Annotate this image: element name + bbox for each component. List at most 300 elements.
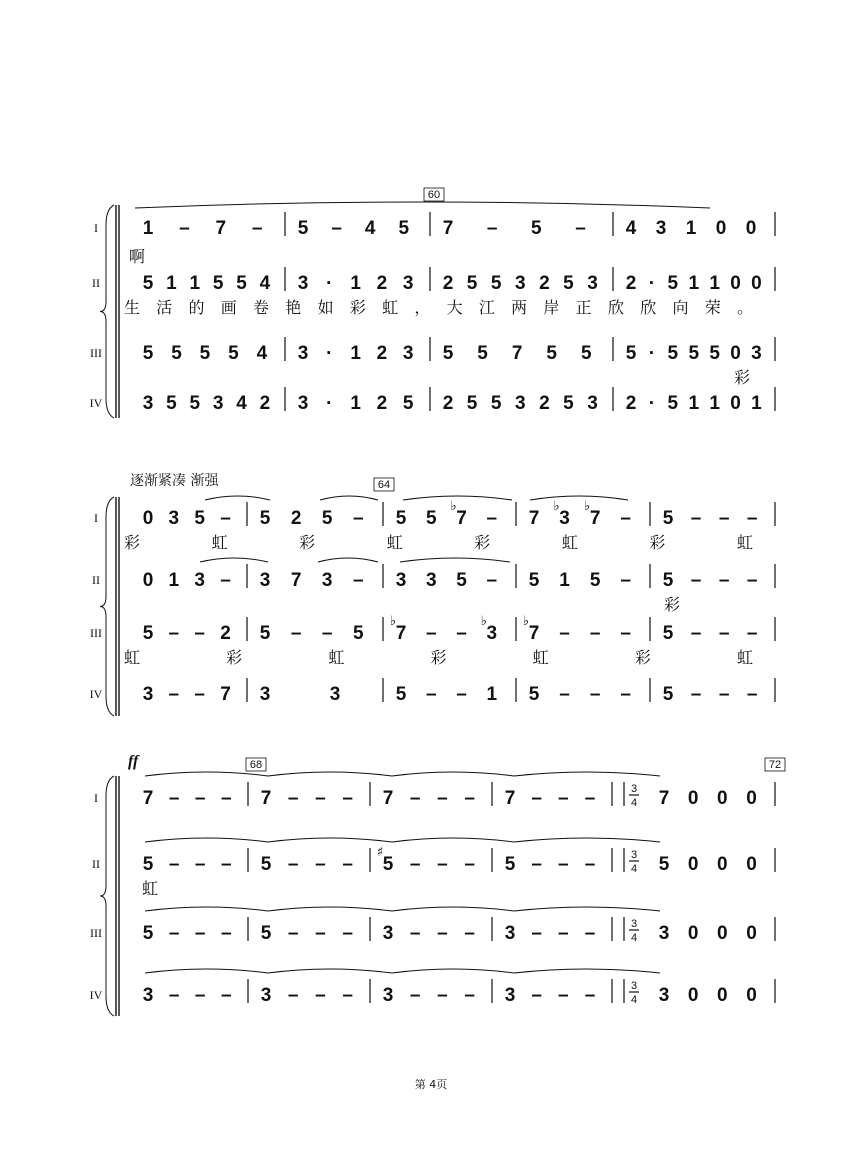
tie-arc [268, 772, 392, 776]
note: · [326, 393, 333, 414]
dash-note: – [353, 508, 364, 529]
part-label: IV [89, 396, 103, 410]
note: 5 [212, 273, 224, 294]
dash-note: – [194, 985, 206, 1006]
dash-note: – [168, 854, 180, 875]
lyric-syllable: 生 [123, 298, 141, 317]
dash-note: – [531, 985, 542, 1006]
lyric-syllable: 虹 [386, 533, 403, 552]
dash-note: – [342, 923, 353, 944]
note: 5 [563, 273, 574, 294]
dash-note: – [718, 684, 730, 705]
lyric-syllable: 的 [188, 298, 205, 317]
dash-note: – [221, 985, 232, 1006]
note: 5 [504, 854, 516, 875]
note: 5 [171, 343, 182, 364]
part-label: I [94, 511, 98, 525]
note: 3 [655, 218, 667, 239]
note: 3 [402, 343, 414, 364]
dash-note: – [321, 623, 333, 644]
dash-note: – [558, 923, 569, 944]
note: 7 [528, 508, 540, 529]
lyric-syllable: ， [414, 298, 431, 317]
page-footer: 第 4页 [414, 1078, 448, 1091]
note: 1 [751, 393, 762, 414]
note: 5 [662, 570, 674, 591]
note: 5 [667, 343, 679, 364]
time-signature-top: 3 [630, 849, 638, 861]
note: 5 [546, 343, 557, 364]
note: 4 [259, 273, 271, 294]
note: 0 [746, 923, 757, 944]
note: 2 [290, 508, 302, 529]
tie-arc [135, 202, 710, 208]
dash-note: – [746, 570, 758, 591]
note: 5 [199, 343, 211, 364]
tie-arc [392, 907, 514, 911]
dash-note: – [746, 684, 758, 705]
lyric-syllable: 彩 [299, 533, 316, 552]
note: 0 [730, 393, 741, 414]
note: 0 [687, 923, 699, 944]
note: 3 [587, 273, 598, 294]
note: 5 [259, 623, 271, 644]
lyric-syllable: 向 [672, 298, 689, 317]
note: 5 [189, 393, 201, 414]
note: 7 [658, 788, 670, 809]
note: 3 [559, 508, 570, 529]
dash-note: – [220, 570, 231, 591]
tie-arc [514, 838, 660, 842]
note: 4 [256, 343, 268, 364]
dash-note: – [464, 985, 475, 1006]
note: 5 [398, 218, 410, 239]
lyric-syllable: 岸 [543, 298, 560, 317]
slur-arc [530, 496, 628, 500]
lyric-syllable: 虹 [211, 533, 228, 552]
lyric-syllable: 荣 [704, 298, 721, 317]
dash-note: – [194, 788, 206, 809]
note: 7 [395, 623, 407, 644]
note: 5 [658, 854, 670, 875]
measure-number: 64 [377, 479, 391, 491]
note: 1 [709, 393, 720, 414]
note: 1 [350, 393, 361, 414]
dash-note: – [690, 623, 702, 644]
tie-arc [392, 772, 514, 776]
dash-note: – [437, 923, 448, 944]
dash-note: – [194, 923, 206, 944]
lyric-syllable: 彩 [123, 533, 141, 552]
note: 5 [395, 684, 407, 705]
dash-note: – [620, 684, 631, 705]
note: 7 [589, 508, 601, 529]
note: 5 [166, 393, 177, 414]
note: 1 [142, 218, 154, 239]
dash-note: – [464, 923, 475, 944]
tie-arc [268, 838, 392, 842]
lyric-syllable: 。 [736, 298, 754, 317]
dash-note: – [531, 854, 542, 875]
dash-note: – [425, 623, 437, 644]
note: 5 [228, 343, 239, 364]
note: 3 [382, 923, 394, 944]
lyric-syllable: 欣 [640, 298, 657, 317]
note: 3 [658, 923, 670, 944]
lyric-syllable: 两 [511, 298, 528, 317]
note: 2 [625, 393, 637, 414]
note: 4 [236, 393, 247, 414]
tie-arc [145, 907, 268, 911]
dash-note: – [342, 985, 353, 1006]
time-signature-bottom: 4 [630, 932, 638, 944]
dash-note: – [287, 854, 299, 875]
note: 5 [142, 923, 154, 944]
note: 7 [442, 218, 454, 239]
note: 3 [212, 393, 224, 414]
dash-note: – [409, 985, 421, 1006]
note: 5 [442, 343, 454, 364]
note: 2 [539, 273, 550, 294]
lyric-syllable: 江 [478, 298, 495, 317]
note: 5 [662, 508, 674, 529]
note: 5 [662, 623, 674, 644]
note: 5 [528, 684, 540, 705]
note: 1 [350, 343, 361, 364]
lyric-syllable: 正 [575, 298, 592, 317]
dash-note: – [620, 570, 631, 591]
dash-note: – [220, 508, 231, 529]
lyric-syllable: 彩 [663, 595, 681, 614]
system-brace [100, 776, 114, 1016]
note: 5 [662, 684, 674, 705]
note: 3 [587, 393, 598, 414]
measure-number: 72 [768, 759, 782, 771]
note: 7 [528, 623, 540, 644]
note: 3 [142, 684, 154, 705]
accidental: ♯ [376, 845, 384, 860]
note: 2 [376, 393, 388, 414]
note: 1 [709, 273, 720, 294]
note: 5 [321, 508, 333, 529]
dash-note: – [456, 623, 467, 644]
dash-note: – [690, 570, 702, 591]
note: 7 [290, 570, 302, 591]
lyric-syllable: 虹 [561, 533, 578, 552]
lyric-syllable: 彩 [430, 648, 447, 667]
note: 3 [658, 985, 670, 1006]
dash-note: – [342, 788, 353, 809]
note: 5 [709, 343, 720, 364]
note: 1 [486, 684, 498, 705]
note: 7 [456, 508, 467, 529]
system-brace [100, 205, 114, 418]
dash-note: – [179, 218, 190, 239]
tie-arc [268, 907, 392, 911]
lyric-syllable: 虹 [382, 298, 399, 317]
part-label: II [92, 573, 100, 587]
note: 2 [376, 343, 388, 364]
lyric-syllable: 如 [317, 298, 334, 317]
time-signature-top: 3 [630, 918, 638, 930]
accidental: ♭ [553, 499, 560, 514]
dash-note: – [168, 684, 180, 705]
slur-arc [403, 496, 512, 500]
note: 5 [580, 343, 592, 364]
note: 0 [687, 854, 699, 875]
note: 0 [717, 923, 728, 944]
dash-note: – [584, 985, 596, 1006]
dash-note: – [486, 218, 498, 239]
dash-note: – [168, 923, 180, 944]
note: 0 [717, 985, 728, 1006]
lyric-syllable: 虹 [123, 648, 141, 667]
note: 0 [142, 570, 154, 591]
note: 4 [364, 218, 376, 239]
note: 0 [687, 985, 699, 1006]
dash-note: – [531, 923, 542, 944]
dash-note: – [168, 788, 180, 809]
dash-note: – [620, 623, 631, 644]
lyric-syllable: 虹 [328, 648, 345, 667]
dash-note: – [531, 788, 542, 809]
part-label: IV [89, 988, 103, 1002]
note: 5 [456, 570, 467, 591]
dash-note: – [718, 570, 730, 591]
note: 1 [189, 273, 201, 294]
dash-note: – [559, 623, 570, 644]
time-signature-bottom: 4 [630, 994, 638, 1006]
lyric-syllable: 虹 [141, 879, 159, 898]
note: 5 [194, 508, 205, 529]
dash-note: – [194, 623, 205, 644]
note: 3 [504, 923, 516, 944]
dash-note: – [342, 854, 353, 875]
note: 3 [168, 508, 180, 529]
note: 7 [504, 788, 516, 809]
tie-arc [392, 838, 514, 842]
tie-arc [145, 969, 268, 973]
lyric-syllable: 彩 [474, 533, 491, 552]
note: 0 [687, 788, 699, 809]
note: 5 [625, 343, 637, 364]
note: 5 [236, 273, 247, 294]
note: 5 [563, 393, 574, 414]
note: 0 [730, 343, 741, 364]
dash-note: – [690, 684, 702, 705]
dynamic-marking: ff [128, 753, 139, 770]
dash-note: – [251, 218, 263, 239]
note: 4 [625, 218, 637, 239]
note: 5 [425, 508, 437, 529]
note: · [648, 393, 656, 414]
dash-note: – [315, 788, 326, 809]
note: 3 [321, 570, 333, 591]
note: 7 [142, 788, 154, 809]
note: 3 [395, 570, 407, 591]
part-label: II [92, 857, 100, 871]
part-label: III [90, 926, 102, 940]
note: 3 [297, 393, 309, 414]
dash-note: – [559, 684, 570, 705]
note: 2 [259, 393, 271, 414]
note: 1 [168, 570, 180, 591]
note: 0 [717, 788, 728, 809]
dash-note: – [353, 570, 364, 591]
note: 3 [402, 273, 414, 294]
tie-arc [145, 772, 268, 776]
note: 3 [504, 985, 516, 1006]
tie-arc [514, 969, 660, 973]
dash-note: – [746, 508, 758, 529]
tie-arc [514, 772, 660, 776]
note: 5 [667, 273, 679, 294]
dash-note: – [620, 508, 631, 529]
tie-arc [392, 969, 514, 973]
lyric-syllable: 彩 [649, 533, 666, 552]
note: · [326, 343, 333, 364]
note: 3 [142, 393, 154, 414]
note: 5 [259, 508, 271, 529]
dash-note: – [221, 923, 232, 944]
note: 3 [194, 570, 205, 591]
note: 3 [297, 273, 309, 294]
note: 5 [688, 343, 700, 364]
note: 7 [220, 684, 231, 705]
note: 5 [589, 570, 601, 591]
note: 3 [259, 570, 271, 591]
part-label: IV [89, 687, 103, 701]
note: 5 [490, 273, 502, 294]
dash-note: – [221, 854, 232, 875]
score-text [90, 189, 781, 1091]
dash-note: – [558, 788, 569, 809]
dash-note: – [437, 985, 448, 1006]
dash-note: – [315, 985, 326, 1006]
note: 2 [539, 393, 550, 414]
dash-note: – [584, 788, 596, 809]
dash-note: – [290, 623, 302, 644]
note: 5 [528, 570, 540, 591]
lyric-syllable: 虹 [736, 648, 754, 667]
dash-note: – [558, 854, 569, 875]
dash-note: – [589, 684, 601, 705]
note: 3 [382, 985, 394, 1006]
dash-note: – [315, 854, 326, 875]
note: 5 [260, 923, 272, 944]
tie-arc [514, 907, 660, 911]
dash-note: – [221, 788, 232, 809]
note: 2 [625, 273, 637, 294]
dash-note: – [575, 218, 586, 239]
note: 0 [730, 273, 741, 294]
lyric-syllable: 彩 [733, 368, 751, 387]
dash-note: – [315, 923, 326, 944]
lyric-syllable: 艳 [285, 298, 302, 317]
note: · [648, 273, 656, 294]
dash-note: – [589, 623, 601, 644]
note: 5 [142, 854, 154, 875]
lyric-syllable: 活 [156, 298, 173, 317]
dash-note: – [584, 923, 596, 944]
note: 3 [751, 343, 762, 364]
lyric-syllable: 卷 [253, 298, 270, 317]
accidental: ♭ [584, 499, 591, 514]
note: · [326, 273, 333, 294]
slur-arc [400, 558, 510, 562]
note: 5 [142, 343, 154, 364]
dash-note: – [287, 788, 299, 809]
part-label: I [94, 221, 98, 235]
note: 3 [486, 623, 498, 644]
slur-arc [318, 558, 378, 562]
lyric-syllable: 彩 [634, 648, 651, 667]
note: 3 [259, 684, 271, 705]
dash-note: – [194, 684, 205, 705]
time-signature-bottom: 4 [630, 863, 638, 875]
note: 1 [559, 570, 570, 591]
dash-note: – [718, 508, 730, 529]
note: 5 [297, 218, 309, 239]
note: 0 [746, 854, 757, 875]
dash-note: – [168, 985, 180, 1006]
part-label: III [90, 626, 102, 640]
dash-note: – [437, 788, 448, 809]
lyric-syllable: 大 [446, 298, 463, 317]
dash-note: – [746, 623, 758, 644]
slur-arc [200, 558, 268, 562]
note: 0 [751, 273, 762, 294]
dash-note: – [409, 854, 421, 875]
note: 5 [260, 854, 272, 875]
note: 2 [442, 393, 454, 414]
note: 5 [466, 273, 478, 294]
dash-note: – [456, 684, 467, 705]
dash-note: – [558, 985, 569, 1006]
dash-note: – [718, 623, 730, 644]
note: 7 [260, 788, 272, 809]
note: 1 [166, 273, 177, 294]
accidental: ♭ [450, 499, 457, 514]
time-signature-top: 3 [630, 783, 638, 795]
dash-note: – [690, 508, 702, 529]
dash-note: – [287, 923, 299, 944]
note: 0 [715, 218, 727, 239]
dash-note: – [486, 508, 498, 529]
note: 3 [260, 985, 272, 1006]
note: 7 [215, 218, 227, 239]
dash-note: – [194, 854, 206, 875]
note: 5 [402, 393, 414, 414]
measure-number: 68 [249, 759, 263, 771]
dash-note: – [437, 854, 448, 875]
note: 7 [511, 343, 523, 364]
note: 1 [685, 218, 697, 239]
note: 3 [329, 684, 341, 705]
slur-arc [320, 496, 378, 500]
note: 2 [220, 623, 231, 644]
tie-arc [145, 838, 268, 842]
note: 1 [350, 273, 361, 294]
note: 0 [717, 854, 728, 875]
note: 3 [142, 985, 154, 1006]
lyric-syllable: 画 [220, 298, 237, 317]
lyric-syllable: 虹 [736, 533, 754, 552]
note: 2 [376, 273, 388, 294]
part-label: I [94, 791, 98, 805]
note: 5 [477, 343, 488, 364]
dash-note: – [464, 788, 475, 809]
